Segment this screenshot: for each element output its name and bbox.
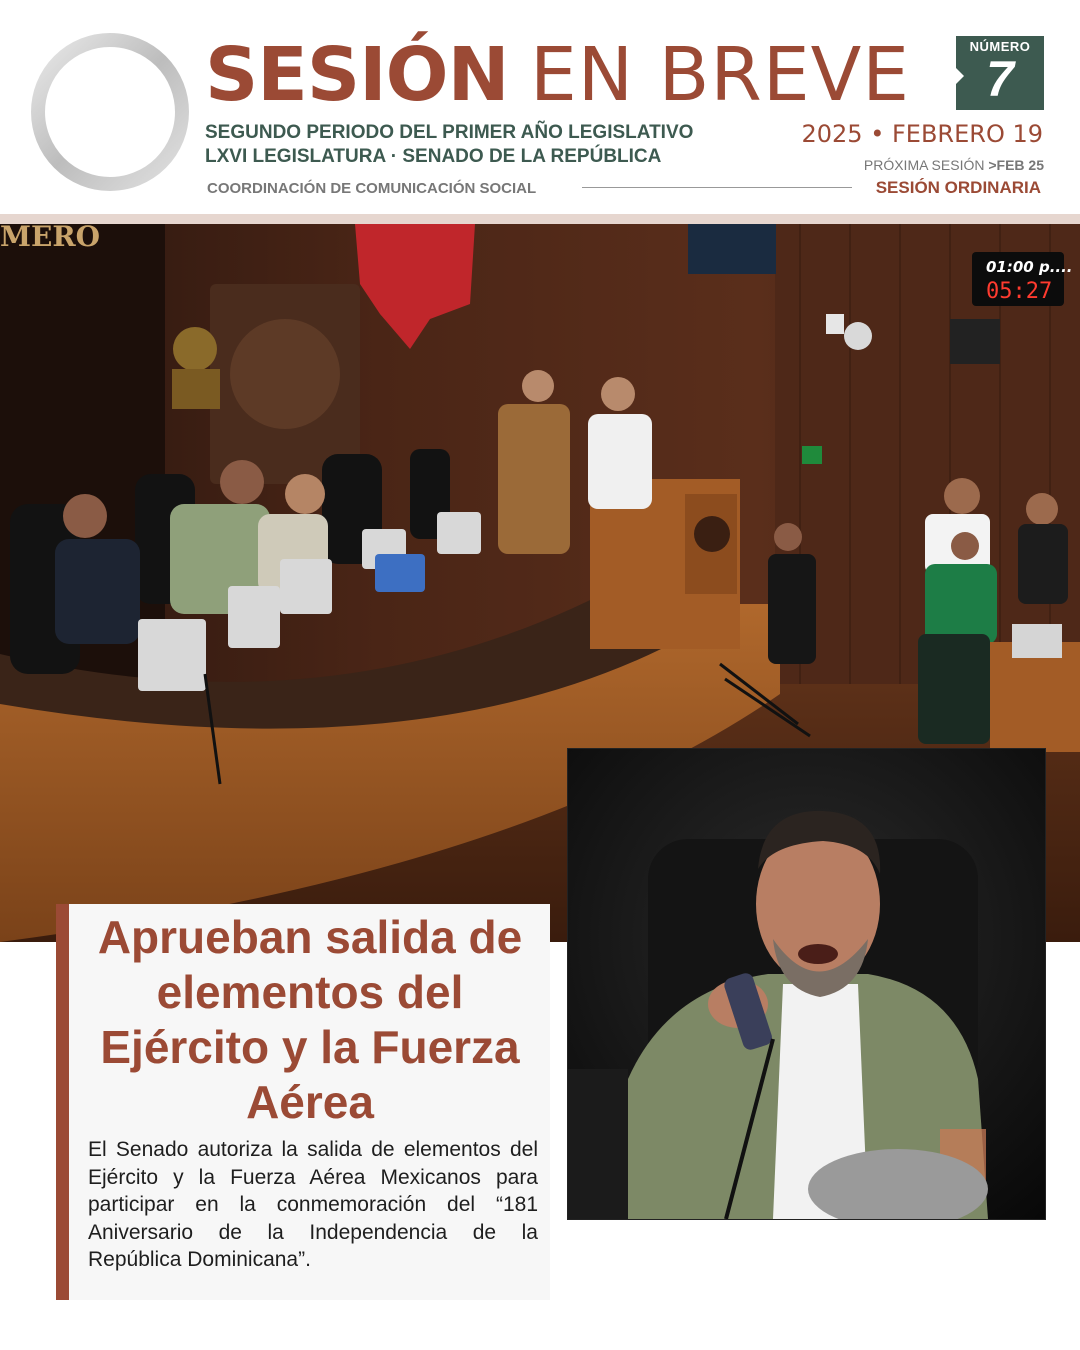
session-date: 2025 • FEBRERO 19 <box>801 120 1043 148</box>
header-band <box>0 214 1080 224</box>
subtitle-period: SEGUNDO PERIODO DEL PRIMER AÑO LEGISLATIVO <box>205 122 694 143</box>
title-session: SESIÓN <box>205 32 509 118</box>
title-in-brief: EN BREVE <box>530 32 910 118</box>
subtitle-legislature: LXVI LEGISLATURA · SENADO DE LA REPÚBLICA <box>205 146 662 167</box>
next-session-label: PRÓXIMA SESIÓN <box>863 157 985 173</box>
senator-speaking-photo <box>567 748 1046 1220</box>
article-body: El Senado autoriza la salida de elementos del Ejército y la Fuerza Aérea Mexicanos para participar en la conmemoración del “181 Aniversario de la Independencia de la República Dominicana”. <box>88 1138 538 1271</box>
issue-number-badge <box>956 36 1044 110</box>
next-session-date: >FEB 25 <box>988 157 1044 173</box>
header-divider <box>582 187 852 188</box>
coordination-label: COORDINACIÓN DE COMUNICACIÓN SOCIAL <box>207 180 537 197</box>
article-headline: Aprueban salida de elementos del Ejército y la Fuerza Aérea <box>97 911 523 1128</box>
issue-label: NÚMERO <box>969 39 1031 54</box>
clock-time: 01:00 p.... <box>986 258 1073 276</box>
card-accent-bar <box>56 904 69 1300</box>
speaker-illustration <box>568 749 1045 1219</box>
next-session <box>864 157 1044 173</box>
wall-letters: MERO <box>0 224 100 253</box>
senate-logo-ring-icon <box>28 30 192 194</box>
issue-number: 7 <box>986 51 1014 107</box>
badge-notch <box>956 68 964 84</box>
clock-timer: 05:27 <box>986 279 1053 304</box>
session-type: SESIÓN ORDINARIA <box>875 178 1041 197</box>
article-card <box>56 904 550 1300</box>
